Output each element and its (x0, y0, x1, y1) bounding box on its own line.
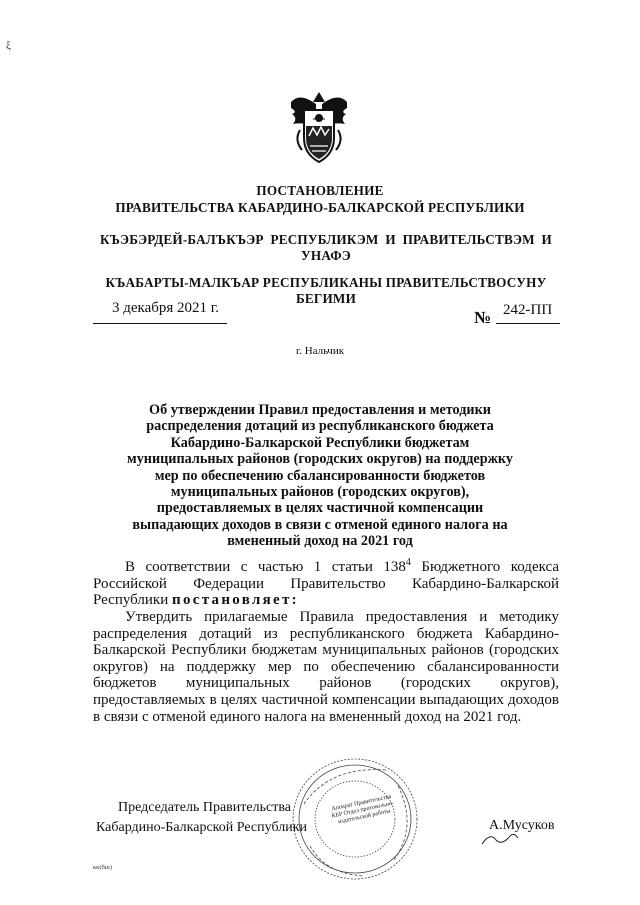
issuer-heading-russian: ПРАВИТЕЛЬСТВА КАБАРДИНО-БАЛКАРСКОЙ РЕСПУБЛИКИ (115, 200, 525, 215)
footer-code: кк(бш) (93, 864, 112, 871)
preamble-text-end: Бюджетного кодекса Российской Федерации Правительство Кабардино-Балкарской Республики (93, 559, 560, 609)
document-type-heading: ПОСТАНОВЛЕНИЕ (256, 183, 384, 198)
decree-verb: постановляет: (172, 592, 299, 609)
issuer-heading-balkar: КЪАБАРТЫ-МАЛКЪАР РЕСПУБЛИКАНЫ ПРАВИТЕЛЬСТВОСУНУ БЕГИМИ (105, 275, 547, 306)
issue-city: г. Нальчик (295, 345, 345, 357)
coat-of-arms-emblem (286, 88, 352, 168)
signatory-name: А.Мусуков (489, 818, 555, 833)
operative-paragraph: Утвердить прилагаемые Правила предоставления и методику распределения дотаций из республиканского бюджета Кабардино-Балкарской Республики бюджетам муниципальных районов (городских округов) на поддержку мер по обеспечению сбалансированности бюджетов муниципальных районов (городских округов), предоставляемых в целях частичной компенсации выпадающих доходов в связи с отменой единого налога на вмененный доход на 2021 год. (93, 609, 559, 725)
preamble-paragraph (93, 559, 559, 609)
seal-inscription: Аппарат Правительства КБР Отдел протокольно-издательской работы (331, 793, 395, 826)
stray-mark: ξ (6, 40, 11, 52)
signatory-position-line1: Председатель Правительства (118, 800, 291, 815)
decree-number: 242-ПП (503, 302, 553, 318)
decree-date: 3 декабря 2021 г. (112, 300, 219, 316)
decree-title: Об утверждении Правил предоставления и методики распределения дотаций из республиканского бюджета Кабардино-Балкарской Республики бюджетам муниципальных районов (городских округов) на поддержку мер по обеспечению сбалансированности бюджетов муниципальных районов (городских округов), предоставляемых в целях частичной компенсации выпадающих доходов в связи с отменой единого налога на вмененный доход на 2021 год (127, 402, 513, 550)
article-superscript: 4 (405, 557, 411, 568)
number-underline (496, 323, 560, 324)
number-sign: № (474, 308, 492, 327)
signatory-position-line2: Кабардино-Балкарской Республики (96, 820, 307, 835)
date-underline (93, 323, 227, 324)
issuer-heading-kabardian: КЪЭБЭРДЕЙ-БАЛЪКЪЭР РЕСПУБЛИКЭМ И ПРАВИТЕЛЬСТВЭМ И УНАФЭ (100, 232, 552, 263)
preamble-text-start: В соответствии с частью 1 статьи 138 (125, 559, 406, 575)
